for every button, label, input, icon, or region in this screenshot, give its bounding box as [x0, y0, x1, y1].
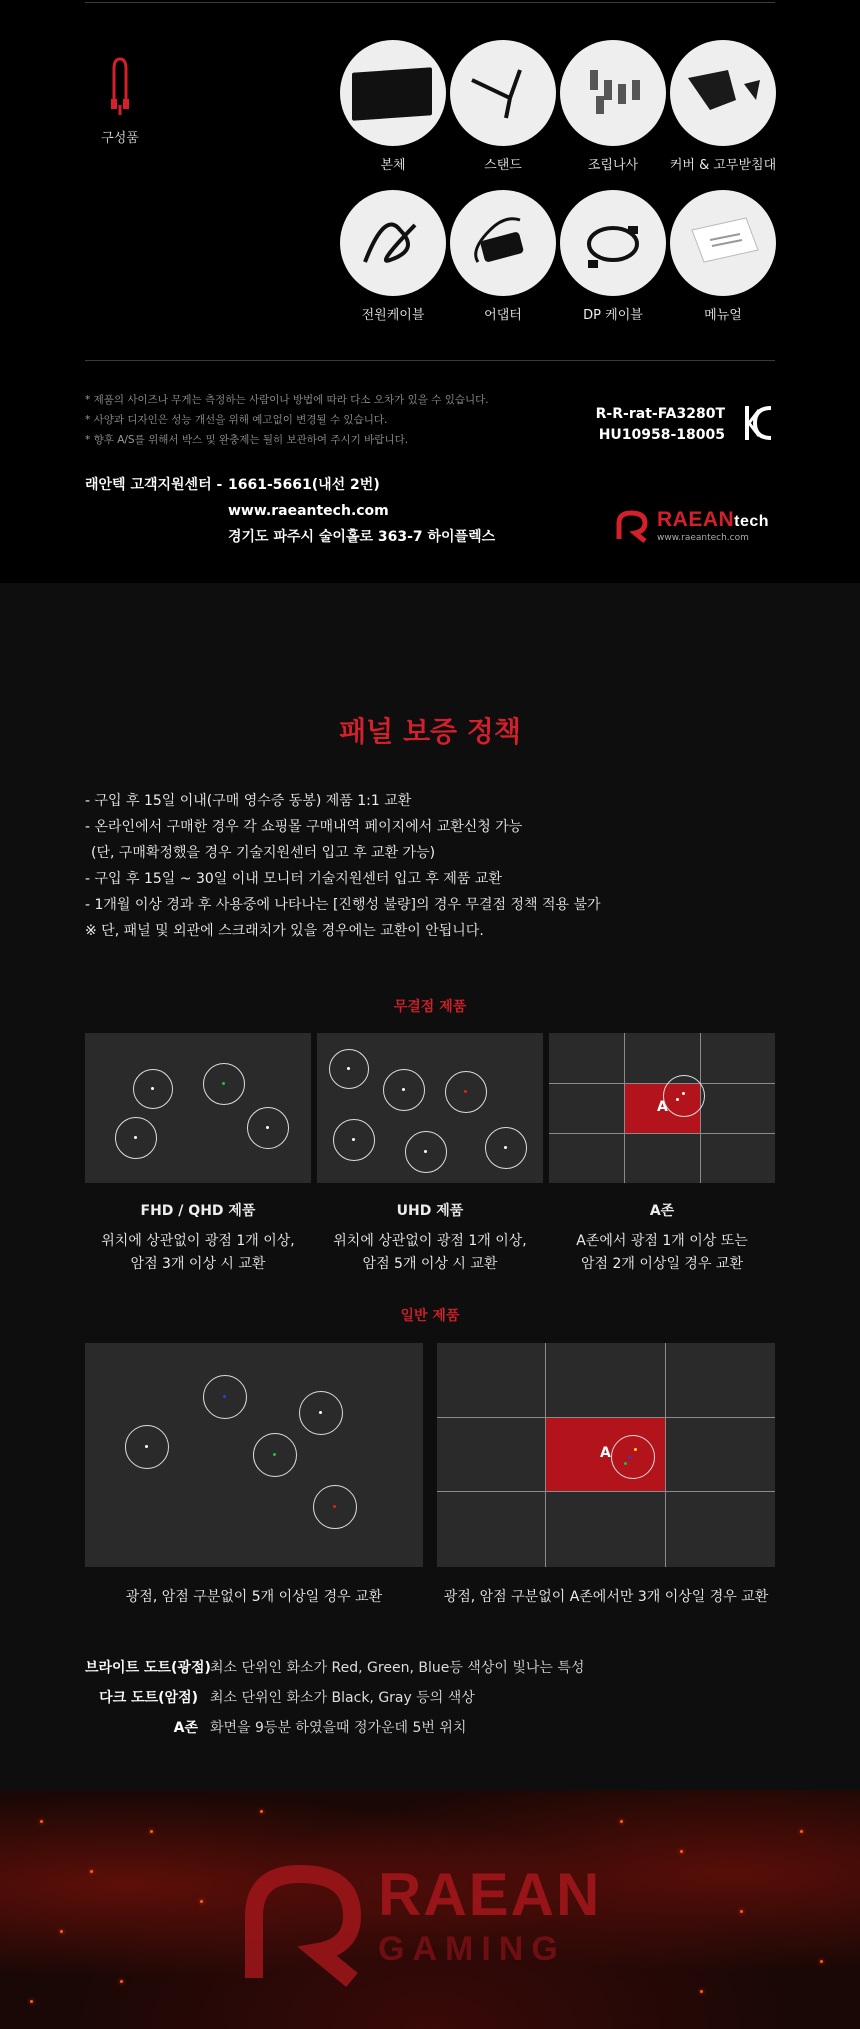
warranty-section [0, 583, 860, 1790]
component-label: 어댑터 [484, 308, 522, 323]
brand-suffix: tech [734, 513, 770, 530]
manual-icon [670, 190, 776, 296]
component-item [338, 40, 448, 173]
note: * 향후 A/S를 위해서 박스 및 완충제는 될히 보관하여 주시기 바랍니다. [85, 434, 409, 446]
dot-ring [663, 1075, 705, 1117]
panel-desc: A존에서 광점 1개 이상 또는 [576, 1233, 748, 1249]
components-label: 구성품 [101, 131, 139, 146]
brand-name: RAEAN [657, 508, 735, 531]
note: * 제품의 사이즈나 무게는 측정하는 사람이나 방법에 따라 다소 오차가 있을 수 있습니다. [85, 394, 489, 406]
dot-ring [313, 1485, 357, 1529]
uhd-caption [317, 1200, 543, 1276]
definition-desc: 화면을 9등분 하였을때 정가운데 5번 위치 [210, 1720, 467, 1736]
general-panel [85, 1343, 423, 1567]
definition-row [85, 1713, 584, 1743]
panel-desc: 암점 5개 이상 시 교환 [362, 1256, 498, 1272]
definitions [85, 1653, 584, 1743]
components-heading [85, 55, 155, 146]
definition-row [85, 1653, 584, 1683]
panel-desc: 위치에 상관없이 광점 1개 이상, [333, 1233, 527, 1249]
general-caption: 광점, 암점 구분없이 5개 이상일 경우 교환 [125, 1589, 383, 1605]
a-zone-label: A [657, 1099, 668, 1115]
notes [85, 390, 489, 450]
cable-icon [105, 55, 135, 117]
dot-ring [125, 1425, 169, 1469]
dot-ring [445, 1071, 487, 1113]
warranty-item: - 1개월 이상 경과 후 사용중에 나타나는 [진행성 불량]의 경우 무결점 정책 적용 불가 [85, 897, 601, 913]
dp-cable-icon [560, 190, 666, 296]
warranty-item: ※ 단, 패널 및 외관에 스크래치가 있을 경우에는 교환이 안됩니다. [85, 923, 484, 939]
dot-ring [203, 1375, 247, 1419]
kc-mark-icon [743, 402, 775, 444]
general-a-zone-panel [437, 1343, 775, 1567]
divider [85, 2, 775, 3]
raean-gaming-logo [240, 1860, 620, 1990]
dot-ring [333, 1119, 375, 1161]
logo-mark-icon [615, 509, 653, 543]
warranty-title: 패널 보증 정책 [339, 715, 521, 748]
banner-brand-name: RAEAN [378, 1861, 602, 1928]
dot-ring [405, 1131, 447, 1173]
fhd-qhd-panel [85, 1033, 311, 1183]
component-label: 메뉴얼 [704, 308, 742, 323]
stand-icon [450, 40, 556, 146]
component-item [668, 190, 778, 323]
warranty-item: - 온라인에서 구매한 경우 각 쇼핑몰 구매내역 페이지에서 교환신청 가능 [85, 819, 523, 835]
support-center-label: 래안텍 고객지원센터 - [85, 477, 223, 493]
component-item [338, 190, 448, 323]
component-label: 커버 & 고무받침대 [669, 158, 777, 173]
brand-url: www.raeantech.com [657, 533, 749, 543]
cert-line2: HU10958-18005 [598, 427, 725, 443]
cert-line1: R-R-rat-FA3280T [595, 406, 725, 422]
component-item [668, 40, 778, 173]
definition-row [85, 1683, 584, 1713]
adapter-icon [450, 190, 556, 296]
component-item [558, 190, 668, 323]
warranty-item: (단, 구매확정했을 경우 기술지원센터 입고 후 교환 가능) [91, 845, 436, 861]
monitor-panel-icon [340, 40, 446, 146]
definition-term: 브라이트 도트(광점) [85, 1660, 211, 1676]
component-label: 전원케이블 [361, 308, 425, 323]
component-label: 본체 [380, 158, 406, 173]
panel-desc: 암점 3개 이상 시 교환 [130, 1256, 266, 1272]
a-zone-caption [549, 1200, 775, 1276]
component-label: 스탠드 [484, 158, 522, 173]
dot-ring [115, 1117, 157, 1159]
panel-name: FHD / QHD 제품 [140, 1203, 256, 1219]
panel-desc: 암점 2개 이상일 경우 교환 [581, 1256, 743, 1272]
warranty-item: - 구입 후 15일 이내(구매 영수증 동봉) 제품 1:1 교환 [85, 793, 412, 809]
definition-desc: 최소 단위인 화소가 Red, Green, Blue등 색상이 빛나는 특성 [210, 1660, 585, 1676]
component-label: DP 케이블 [583, 308, 643, 323]
logo-mark-icon [240, 1860, 370, 1990]
dot-ring [203, 1063, 245, 1105]
panel-desc: 위치에 상관없이 광점 1개 이상, [101, 1233, 295, 1249]
component-label: 조립나사 [587, 158, 639, 173]
note: * 사양과 디자인은 성능 개선을 위해 예고없이 변경될 수 있습니다. [85, 414, 388, 426]
warranty-item: - 구입 후 15일 ~ 30일 이내 모니터 기술지원센터 입고 후 제품 교환 [85, 871, 502, 887]
divider [85, 360, 775, 361]
dot-ring [485, 1127, 527, 1169]
component-item [558, 40, 668, 173]
components-section [0, 0, 860, 583]
fhd-qhd-caption [85, 1200, 311, 1276]
address: 경기도 파주시 술이홀로 363-7 하이플렉스 [228, 529, 496, 545]
dot-ring [253, 1433, 297, 1477]
panel-name: A존 [649, 1203, 675, 1219]
general-title: 일반 제품 [400, 1308, 460, 1324]
dot-ring [611, 1435, 655, 1479]
screws-icon [560, 40, 666, 146]
a-zone-label: A [600, 1445, 611, 1461]
banner-brand-sub: GAMING [378, 1930, 566, 1968]
dot-ring [329, 1049, 369, 1089]
dot-ring [247, 1107, 289, 1149]
website-link[interactable]: www.raeantech.com [228, 503, 389, 519]
brand-logo [615, 505, 775, 545]
a-zone-panel [549, 1033, 775, 1183]
dot-ring [383, 1069, 425, 1111]
component-item [448, 40, 558, 173]
dot-ring [299, 1391, 343, 1435]
gaming-banner [0, 1790, 860, 2029]
definition-term: 다크 도트(암점) [99, 1690, 198, 1706]
dot-ring [133, 1069, 173, 1109]
support-phone: 1661-5661(내선 2번) [228, 477, 380, 493]
uhd-panel [317, 1033, 543, 1183]
cover-icon [670, 40, 776, 146]
perfect-title: 무결점 제품 [393, 999, 467, 1015]
panel-name: UHD 제품 [396, 1203, 464, 1219]
power-cable-icon [340, 190, 446, 296]
contact-info [85, 472, 495, 550]
warranty-list [85, 788, 601, 944]
definition-desc: 최소 단위인 화소가 Black, Gray 등의 색상 [210, 1690, 475, 1706]
component-item [448, 190, 558, 323]
definition-term: A존 [173, 1720, 198, 1736]
general-a-zone-caption: 광점, 암점 구분없이 A존에서만 3개 이상일 경우 교환 [443, 1589, 769, 1605]
